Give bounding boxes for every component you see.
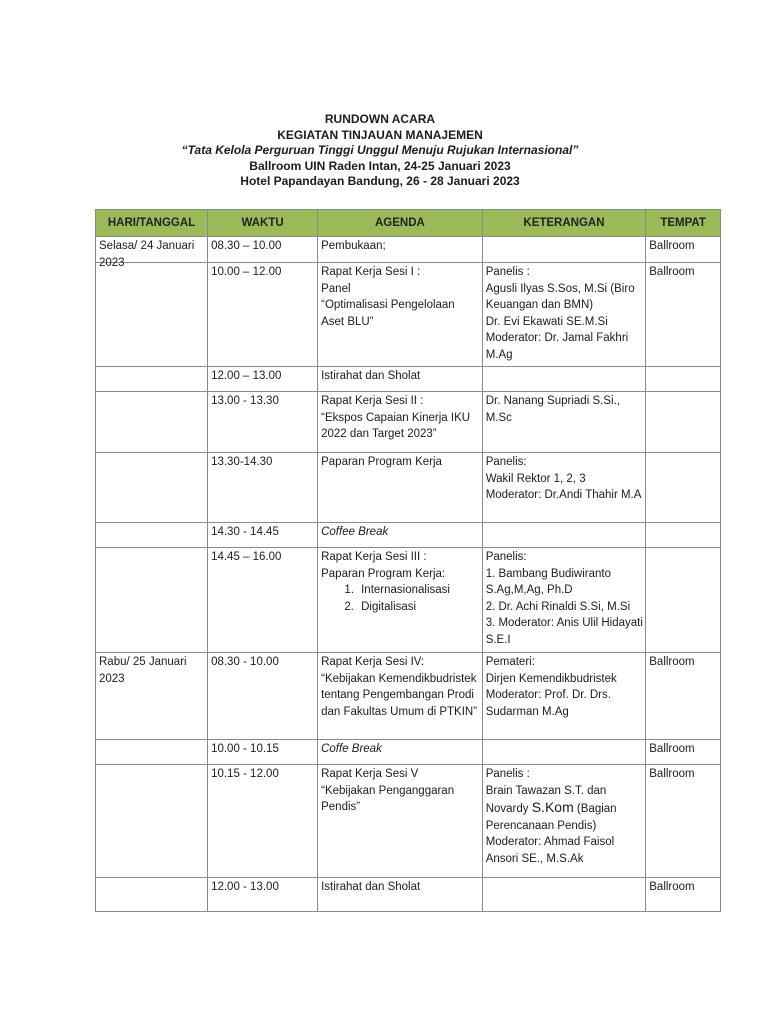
column-header-agenda: AGENDA — [318, 210, 483, 237]
cell-day — [96, 367, 208, 392]
note-line: Agusli Ilyas S.Sos, M.Si (Biro Keuangan dan BMN) — [485, 282, 635, 311]
cell-time: 10.15 - 12.00 — [208, 765, 318, 878]
table-row — [96, 653, 721, 740]
cell-note: Dr. Nanang Supriadi S.Si., M.Sc — [482, 392, 646, 453]
cell-agenda: Istirahat dan Sholat — [318, 878, 483, 912]
agenda-numbered-list — [321, 582, 480, 615]
note-line: Moderator: Dr. Jamal Fakhri M.Ag — [485, 332, 629, 361]
note-text: (Bagian Perencanaan Pendis) — [485, 803, 617, 832]
cell-note — [482, 523, 646, 548]
table-row — [96, 765, 721, 878]
cell-day — [96, 392, 208, 453]
cell-day — [96, 878, 208, 912]
cell-place: Ballroom — [646, 263, 721, 367]
cell-agenda — [318, 548, 483, 653]
table-row — [96, 740, 721, 765]
note-line: Moderator: Ahmad Faisol Ansori SE., M.S.Ak — [485, 836, 615, 865]
cell-note — [482, 237, 646, 263]
cell-note — [482, 765, 646, 878]
note-line: 2. Dr. Achi Rinaldi S.Si, M.Si — [485, 600, 631, 613]
cell-agenda — [318, 653, 483, 740]
cell-place — [646, 453, 721, 523]
table-row — [96, 263, 721, 367]
cell-place — [646, 367, 721, 392]
table-row — [96, 523, 721, 548]
note-line — [486, 799, 644, 834]
cell-place — [646, 523, 721, 548]
list-item: 1. Internasionalisasi — [357, 582, 480, 599]
agenda-line: Rapat Kerja Sesi III : — [321, 551, 427, 563]
cell-place: Ballroom — [646, 765, 721, 878]
table-row — [96, 878, 721, 912]
table-header-row — [96, 210, 721, 237]
cell-agenda: Coffee Break — [318, 523, 483, 548]
cell-day: Rabu/ 25 Januari 2023 — [96, 653, 208, 740]
agenda-line: Panel — [321, 282, 351, 295]
table-row — [96, 237, 721, 263]
note-line: Moderator: Prof. Dr. Drs. Sudarman M.Ag — [485, 689, 611, 718]
note-line: Panelis: — [485, 456, 527, 468]
cell-note — [482, 367, 646, 392]
document-header — [100, 112, 660, 190]
header-event-name: KEGIATAN TINJAUAN MANAJEMEN — [277, 127, 483, 142]
cell-agenda — [318, 392, 483, 453]
agenda-line: Rapat Kerja Sesi IV: — [321, 656, 425, 668]
table-row — [96, 392, 721, 453]
column-header-place: TEMPAT — [646, 210, 721, 237]
rundown-table — [95, 209, 721, 912]
cell-day — [96, 740, 208, 765]
agenda-line: Rapat Kerja Sesi II : — [321, 395, 424, 407]
cell-agenda: Pembukaan; — [318, 237, 483, 263]
cell-agenda: Coffe Break — [318, 740, 483, 765]
column-header-time: WAKTU — [208, 210, 318, 237]
list-item: 2. Digitalisasi — [357, 599, 480, 616]
cell-note — [482, 740, 646, 765]
column-header-note: KETERANGAN — [482, 210, 646, 237]
table-row — [96, 548, 721, 653]
cell-note — [482, 453, 646, 523]
agenda-line: “Kebijakan Penganggaran Pendis” — [321, 784, 455, 813]
cell-time: 12.00 – 13.00 — [208, 367, 318, 392]
cell-place — [646, 548, 721, 653]
header-title: RUNDOWN ACARA — [324, 112, 436, 126]
column-header-day: HARI/TANGGAL — [96, 210, 208, 237]
cell-time: 08.30 – 10.00 — [208, 237, 318, 263]
cell-day — [96, 548, 208, 653]
cell-place: Ballroom — [646, 878, 721, 912]
header-venue-1: Ballroom UIN Raden Intan, 24-25 Januari 2023 — [249, 158, 511, 173]
cell-time: 13.30-14.30 — [208, 453, 318, 523]
note-line: Dr. Evi Ekawati SE.M.Si — [485, 315, 608, 328]
note-line: Moderator: Dr.Andi Thahir M.A — [485, 489, 642, 501]
cell-time: 10.00 - 10.15 — [208, 740, 318, 765]
agenda-line: Paparan Program Kerja: — [321, 567, 446, 580]
cell-time: 08.30 - 10.00 — [208, 653, 318, 740]
cell-time: 12.00 - 13.00 — [208, 878, 318, 912]
cell-place: Ballroom — [646, 740, 721, 765]
cell-agenda — [318, 263, 483, 367]
cell-agenda — [318, 765, 483, 878]
cell-day — [96, 453, 208, 523]
note-line: 3. Moderator: Anis Ulil Hidayati S.E.I — [485, 617, 643, 646]
cell-place: Ballroom — [646, 653, 721, 740]
note-line: Dirjen Kemendikbudristek — [485, 672, 617, 685]
cell-agenda: Paparan Program Kerja — [318, 453, 483, 523]
agenda-line: Rapat Kerja Sesi I : — [321, 266, 421, 278]
cell-time: 13.00 - 13.30 — [208, 392, 318, 453]
cell-note — [482, 548, 646, 653]
cell-day — [96, 237, 208, 269]
cell-place: Ballroom — [646, 237, 721, 263]
cell-place — [646, 392, 721, 453]
cell-time: 10.00 – 12.00 — [208, 263, 318, 367]
cell-day — [96, 523, 208, 548]
note-line: Wakil Rektor 1, 2, 3 — [485, 472, 586, 485]
note-text-large: S.Kom — [531, 799, 574, 815]
agenda-line: “Optimalisasi Pengelolaan Aset BLU” — [321, 299, 455, 328]
agenda-line: “Kebijakan Kemendikbudristek tentang Pengembangan Prodi dan Fakultas Umum di PTKIN” — [321, 672, 478, 718]
note-line: Panelis : — [485, 266, 530, 278]
header-theme: “Tata Kelola Perguruan Tinggi Unggul Menuju Rujukan Internasional” — [181, 143, 579, 157]
table-row — [96, 453, 721, 523]
cell-note — [482, 263, 646, 367]
note-line: Brain Tawazan S.T. dan — [485, 784, 607, 797]
cell-day — [96, 263, 208, 367]
day-label: Selasa/ 24 Januari 2023 — [99, 240, 195, 269]
note-line: 1. Bambang Budiwiranto S.Ag,M,Ag, Ph.D — [485, 567, 611, 596]
note-line: Panelis: — [485, 551, 527, 563]
note-line: Pemateri: — [485, 656, 535, 668]
cell-note — [482, 878, 646, 912]
note-text: Novardy — [485, 803, 532, 815]
header-venue-2: Hotel Papandayan Bandung, 26 - 28 Januari 2023 — [240, 174, 520, 188]
cell-day — [96, 765, 208, 878]
table-row — [96, 367, 721, 392]
cell-agenda: Istirahat dan Sholat — [318, 367, 483, 392]
cell-note — [482, 653, 646, 740]
agenda-line: Rapat Kerja Sesi V — [321, 768, 419, 780]
agenda-line: “Ekspos Capaian Kinerja IKU 2022 dan Target 2023” — [321, 411, 471, 440]
cell-time: 14.30 - 14.45 — [208, 523, 318, 548]
cell-time: 14.45 – 16.00 — [208, 548, 318, 653]
note-line: Panelis : — [485, 768, 530, 780]
